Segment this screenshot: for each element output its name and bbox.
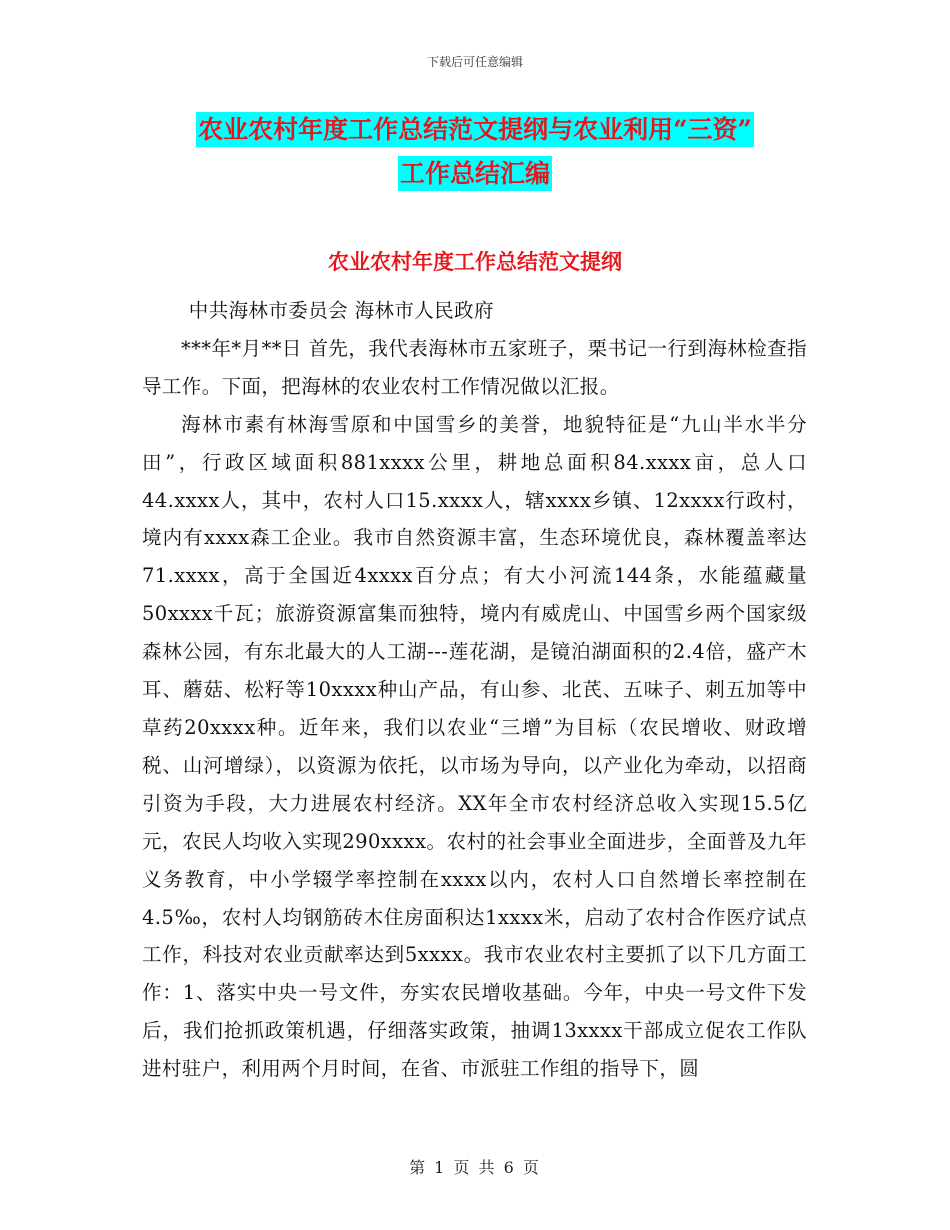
- document-title-line-1: 农业农村年度工作总结范文提纲与农业利用“三资”: [196, 112, 754, 147]
- page-header-note: 下载后可任意编辑: [426, 55, 523, 69]
- paragraph-authors: 中共海林市委员会 海林市人民政府: [188, 299, 494, 322]
- document-body: [142, 292, 807, 1088]
- page-number: 第 1 页 共 6 页: [409, 1158, 541, 1177]
- paragraph-overview: 海林市素有林海雪原和中国雪乡的美誉，地貌特征是“九山半水半分田”，行政区域面积881xxxx公里，耕地总面积84.xxxx亩，总人口44.xxxx人，其中，农村人口15.xxxx人，辖xxxx乡镇、12xxxx行政村，境内有xxxx森工企业。我市自然资源丰富，生态环境优良，森林覆盖率达71.xxxx，高于全国近4xxxx百分点；有大小河流144条，水能蕴藏量50xxxx千瓦；旅游资源富集而独特，境内有威虎山、中国雪乡两个国家级森林公园，有东北最大的人工湖---莲花湖，是镜泊湖面积的2.4倍，盛产木耳、蘑菇、松籽等10xxxx种山产品，有山参、北芪、五味子、刺五加等中草药20xxxx种。近年来，我们以农业“三增”为目标（农民增收、财政增税、山河增绿），以资源为依托，以市场为导向，以产业化为牵动，以招商引资为手段，大力进展农村经济。XX年全市农村经济总收入实现15.5亿元，农民人均收入实现290xxxx。农村的社会事业全面进步，全面普及九年义务教育，中小学辍学率控制在xxxx以内，农村人口自然增长率控制在4.5‰，农村人均钢筋砖木住房面积达1xxxx米，启动了农村合作医疗试点工作，科技对农业贡献率达到5xxxx。我市农业农村主要抓了以下几方面工作：1、落实中央一号文件，夯实农民增收基础。今年，中央一号文件下发后，我们抢抓政策机遇，仔细落实政策，抽调13xxxx干部成立促农工作队进村驻户，利用两个月时间，在省、市派驻工作组的指导下，圆: [142, 412, 807, 1081]
- section-title: 农业农村年度工作总结范文提纲: [328, 249, 622, 274]
- paragraph-opening: ***年*月**日 首先，我代表海林市五家班子，栗书记一行到海林检查指导工作。下面，把海林的农业农村工作情况做以汇报。: [142, 336, 807, 398]
- document-title: [0, 108, 950, 196]
- document-title-line-2: 工作总结汇编: [398, 156, 552, 191]
